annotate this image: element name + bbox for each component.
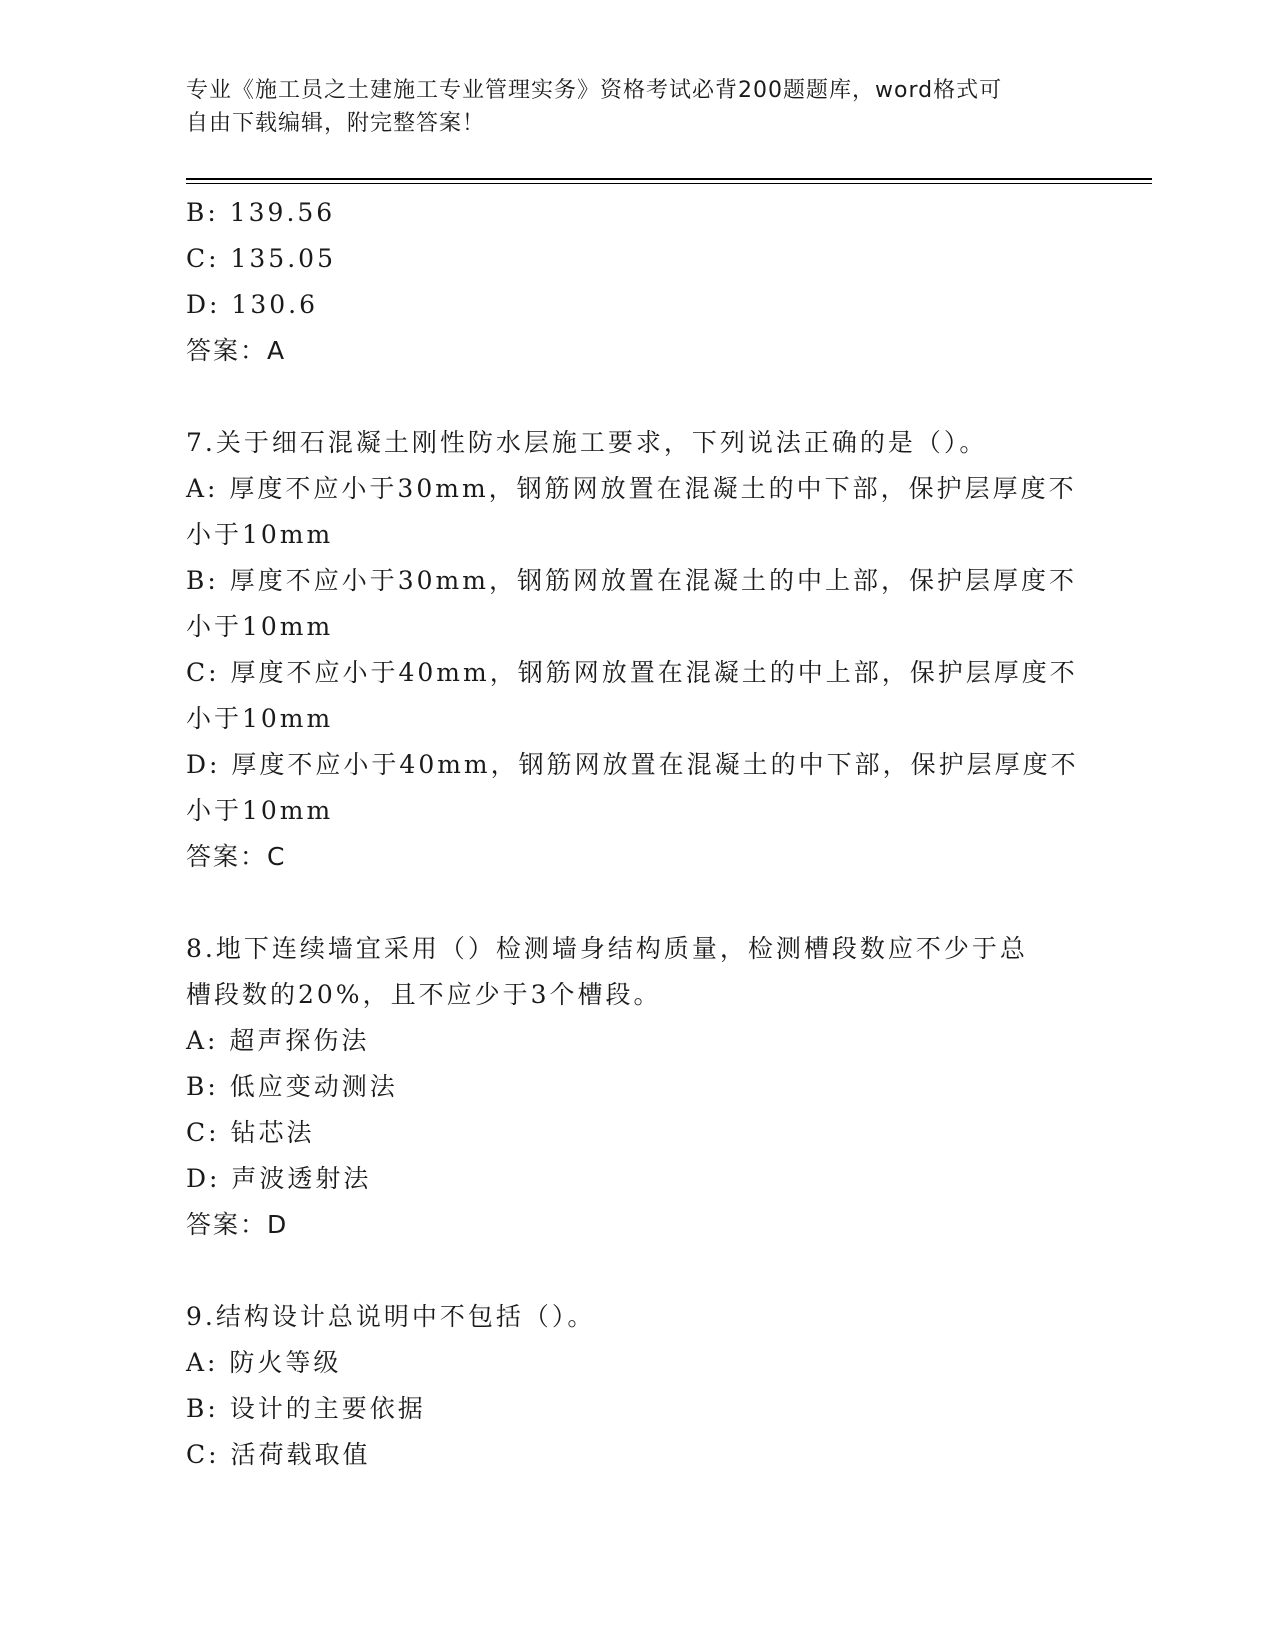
option-c: C: 活荷载取值 — [186, 1440, 371, 1469]
option-b: B: 低应变动测法 — [186, 1072, 398, 1101]
option-b-line-2: 小于10mm — [186, 612, 334, 641]
question-stem: 9.结构设计总说明中不包括（）。 — [186, 1302, 596, 1331]
header-rule-thin — [186, 183, 1152, 184]
answer-line: 答案：D — [186, 1210, 289, 1239]
option-a-line-2: 小于10mm — [186, 520, 334, 549]
spacer — [186, 880, 1086, 926]
question-stem-line-1: 8.地下连续墙宜采用（）检测墙身结构质量，检测槽段数应不少于总 — [186, 934, 1028, 963]
option-d: D: 声波透射法 — [186, 1164, 372, 1193]
option-b: B: 设计的主要依据 — [186, 1394, 426, 1423]
question-stem-line-2: 槽段数的20%，且不应少于3个槽段。 — [186, 980, 662, 1009]
header-rule-thick — [186, 178, 1152, 180]
question-stem: 7.关于细石混凝土刚性防水层施工要求，下列说法正确的是（）。 — [186, 428, 988, 457]
option-d-line-2: 小于10mm — [186, 796, 334, 825]
question-7 — [186, 420, 1086, 880]
option-c-line-1: C: 厚度不应小于40mm，钢筋网放置在混凝土的中上部，保护层厚度不 — [186, 658, 1078, 687]
spacer — [186, 1248, 1086, 1294]
header-line-2: 自由下载编辑，附完整答案！ — [186, 111, 486, 136]
question-content — [186, 190, 1086, 1478]
question-9 — [186, 1294, 1086, 1478]
document-header — [186, 74, 1066, 140]
option-b-line-1: B: 厚度不应小于30mm，钢筋网放置在混凝土的中上部，保护层厚度不 — [186, 566, 1077, 595]
header-line-1: 专业《施工员之土建施工专业管理实务》资格考试必背200题题库，word格式可 — [186, 78, 1003, 103]
answer-line: 答案：A — [186, 336, 287, 365]
option-d-line-1: D: 厚度不应小于40mm，钢筋网放置在混凝土的中下部，保护层厚度不 — [186, 750, 1079, 779]
question-8 — [186, 926, 1086, 1248]
answer-line: 答案：C — [186, 842, 287, 871]
option-a-line-1: A: 厚度不应小于30mm，钢筋网放置在混凝土的中下部，保护层厚度不 — [186, 474, 1077, 503]
spacer — [186, 374, 1086, 420]
option-c-line-2: 小于10mm — [186, 704, 334, 733]
option-a: A: 超声探伤法 — [186, 1026, 370, 1055]
option-b: B: 139.56 — [186, 198, 336, 227]
option-c: C: 钻芯法 — [186, 1118, 315, 1147]
option-c: C: 135.05 — [186, 244, 336, 273]
question-6-tail — [186, 190, 1086, 374]
option-a: A: 防火等级 — [186, 1348, 342, 1377]
option-d: D: 130.6 — [186, 290, 318, 319]
